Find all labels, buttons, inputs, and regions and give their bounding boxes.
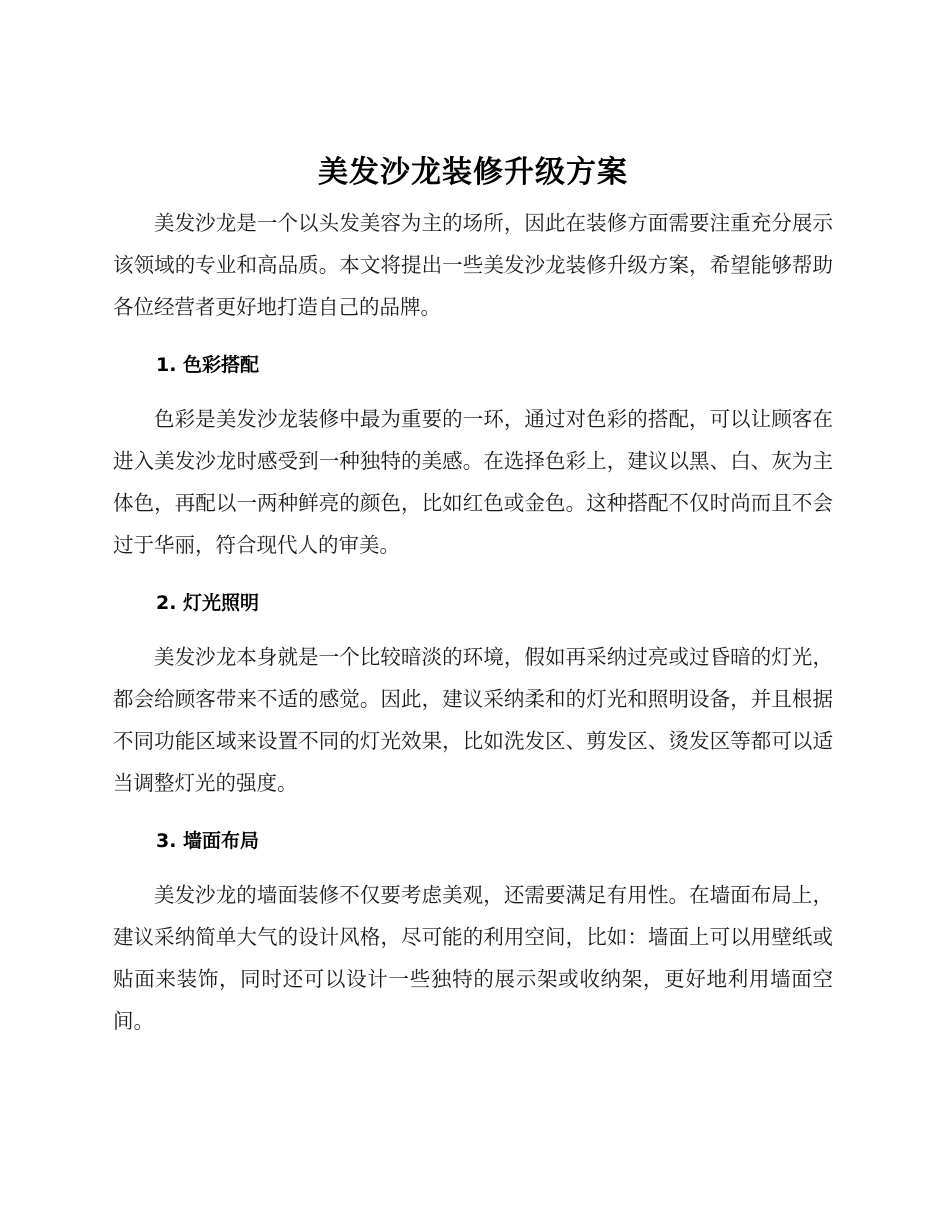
document-title: 美发沙龙装修升级方案 (318, 155, 628, 190)
section-wall-layout (113, 826, 833, 1042)
document-page (113, 150, 833, 1042)
section-paragraph: 色彩是美发沙龙装修中最为重要的一环，通过对色彩的搭配，可以让顾客在进入美发沙龙时感受到一种独特的美感。在选择色彩上，建议以黑、白、灰为主体色，再配以一两种鲜亮的颜色，比如红色或金色。这种搭配不仅时尚而且不会过于华丽，符合现代人的审美。 (113, 407, 833, 557)
section-heading: 2. 灯光照明 (156, 592, 260, 614)
section-paragraph: 美发沙龙的墙面装修不仅要考虑美观，还需要满足有用性。在墙面布局上，建议采纳简单大气的设计风格，尽可能的利用空间，比如：墙面上可以用壁纸或贴面来装饰，同时还可以设计一些独特的展示架或收纳架，更好地利用墙面空间。 (113, 883, 833, 1033)
intro-paragraph: 美发沙龙是一个以头发美容为主的场所，因此在装修方面需要注重充分展示该领域的专业和高品质。本文将提出一些美发沙龙装修升级方案，希望能够帮助各位经营者更好地打造自己的品牌。 (113, 211, 833, 319)
section-color-matching (113, 350, 833, 566)
section-heading: 1. 色彩搭配 (156, 354, 260, 376)
section-heading: 3. 墙面布局 (156, 830, 260, 852)
section-lighting (113, 588, 833, 804)
section-paragraph: 美发沙龙本身就是一个比较暗淡的环境，假如再采纳过亮或过昏暗的灯光，都会给顾客带来不适的感觉。因此，建议采纳柔和的灯光和照明设备，并且根据不同功能区域来设置不同的灯光效果，比如洗发区、剪发区、烫发区等都可以适当调整灯光的强度。 (113, 645, 833, 795)
